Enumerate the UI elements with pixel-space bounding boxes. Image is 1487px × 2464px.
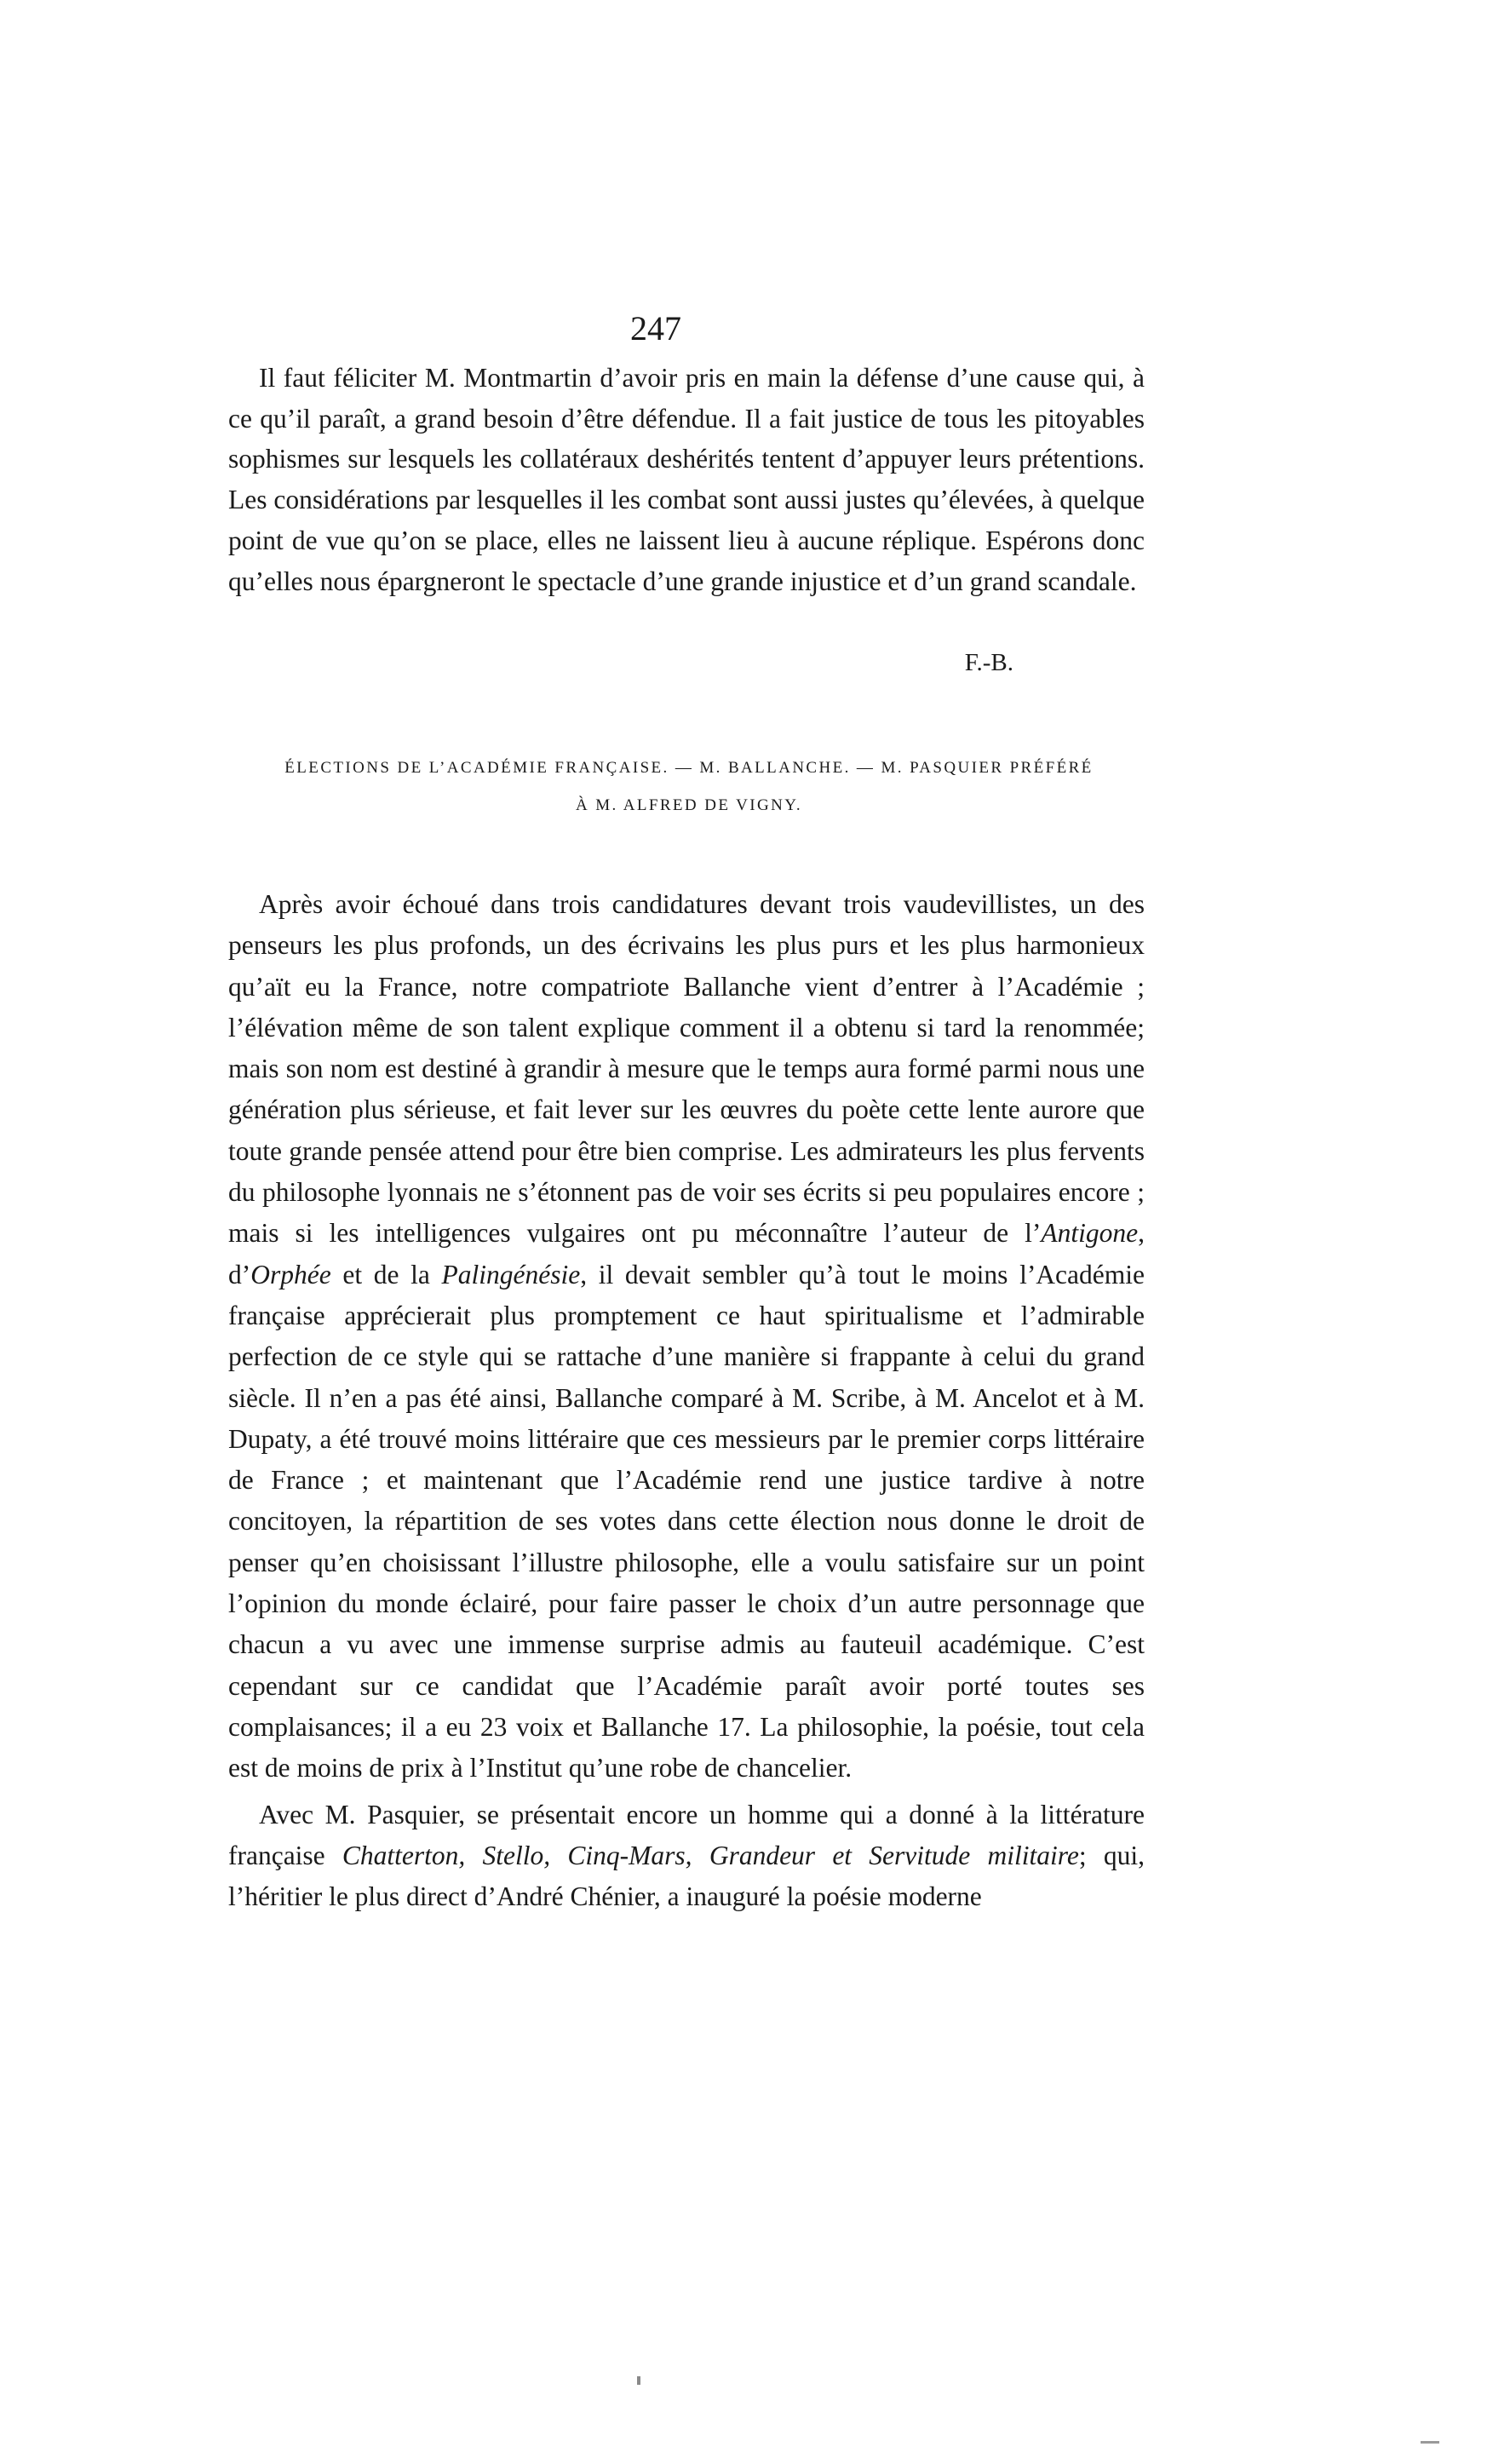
article-body (228, 884, 1145, 1917)
work-title-orphee: Orphée (250, 1259, 331, 1289)
paragraph-text: , d’ (228, 1218, 1145, 1289)
section-heading-line-2: À M. ALFRED DE VIGNY. (575, 796, 803, 814)
work-title-palingenesie: Palingénésie (441, 1259, 581, 1289)
paragraph-text: ; qui, l’héritier le plus direct d’André Chénier, a inauguré la poésie moderne (228, 1840, 1145, 1912)
work-title-antigone: Antigone (1041, 1218, 1139, 1249)
paragraph-text: Après avoir échoué dans trois candidatures devant trois vaudevillistes, un des penseurs les plus profonds, un des écrivains les plus purs et les plus harmonieux qu’aït eu la France, notre compatriote Ballanche vient d’entrer à l’Académie ; l’élévation même de son talent explique comment il a obtenu si tard la renommée; mais son nom est destiné à grandir à mesure que le temps aura formé parmi nous une génération plus sérieuse, et fait lever sur les œuvres du poète cette lente aurore que toute grande pensée attend pour être bien comprise. Les admirateurs les plus fervents du philosophe lyonnais ne s’étonnent pas de voir ses écrits si peu populaires encore ; mais si les intelligences vulgaires ont pu méconnaître l’auteur de l’ (228, 889, 1145, 1249)
signature: F.-B. (964, 649, 1013, 676)
paragraph-text: , il devait sembler qu’à tout le moins l’Académie française apprécierait plus promptement ce haut spiritualisme et l’admirable perfection de ce style qui se rattache d’une manière si frappante à celui du grand siècle. Il n’en a pas été ainsi, Ballanche comparé à M. Scribe, à M. Ancelot et à M. Dupaty, a été trouvé moins littéraire que ces messieurs par le premier corps littéraire de France ; et maintenant que l’Académie rend une justice tardive à notre concitoyen, la répartition de ses votes dans cette élection nous donne le droit de penser qu’en choisissant l’illustre philosophe, elle a voulu satisfaire sur un point l’opinion du monde éclairé, pour faire passer le choix d’un autre personnage que chacun a vu avec une immense surprise admis au fauteuil académique. C’est cependant sur ce candidat que l’Académie paraît avoir porté toutes ses complaisances; il a eu 23 voix et Ballanche 17. La philosophie, la poésie, tout cela est de moins de prix à l’Institut qu’une robe de chancelier. (228, 1259, 1145, 1783)
intro-text: Il faut féliciter M. Montmartin d’avoir pris en main la défense d’une cause qui, à ce qu’il paraît, a grand besoin d’être défendue. Il a fait justice de tous les pitoyables sophismes sur lesquels les collatéraux deshérités tentent d’appuyer leurs prétentions. Les considérations par lesquelles il les combat sont aussi justes qu’élevées, à quelque point de vue qu’on se place, elles ne laissent lieu à aucune réplique. Espérons donc qu’elles nous épargneront le spectacle d’une grande injustice et d’un grand scandale. (228, 363, 1145, 596)
paragraph-ballanche (228, 884, 1145, 1789)
intro-paragraph (228, 358, 1145, 601)
scan-mark (637, 2376, 640, 2385)
page-number: 247 (630, 309, 681, 347)
section-heading-line-1: ÉLECTIONS DE L’ACADÉMIE FRANÇAISE. — M. BALLANCHE. — M. PASQUIER PRÉFÉRÉ (284, 759, 1094, 777)
paragraph-text: et de la (330, 1259, 442, 1289)
scan-mark (1421, 2441, 1439, 2444)
section-heading (223, 750, 1155, 824)
paragraph-pasquier (228, 1795, 1145, 1918)
paragraph-text: Avec M. Pasquier, se présentait encore un homme qui a donné à la littérature française (228, 1799, 1145, 1870)
work-titles-vigny: Chatterton, Stello, Cinq-Mars, Grandeur et Servitude militaire (342, 1840, 1079, 1870)
